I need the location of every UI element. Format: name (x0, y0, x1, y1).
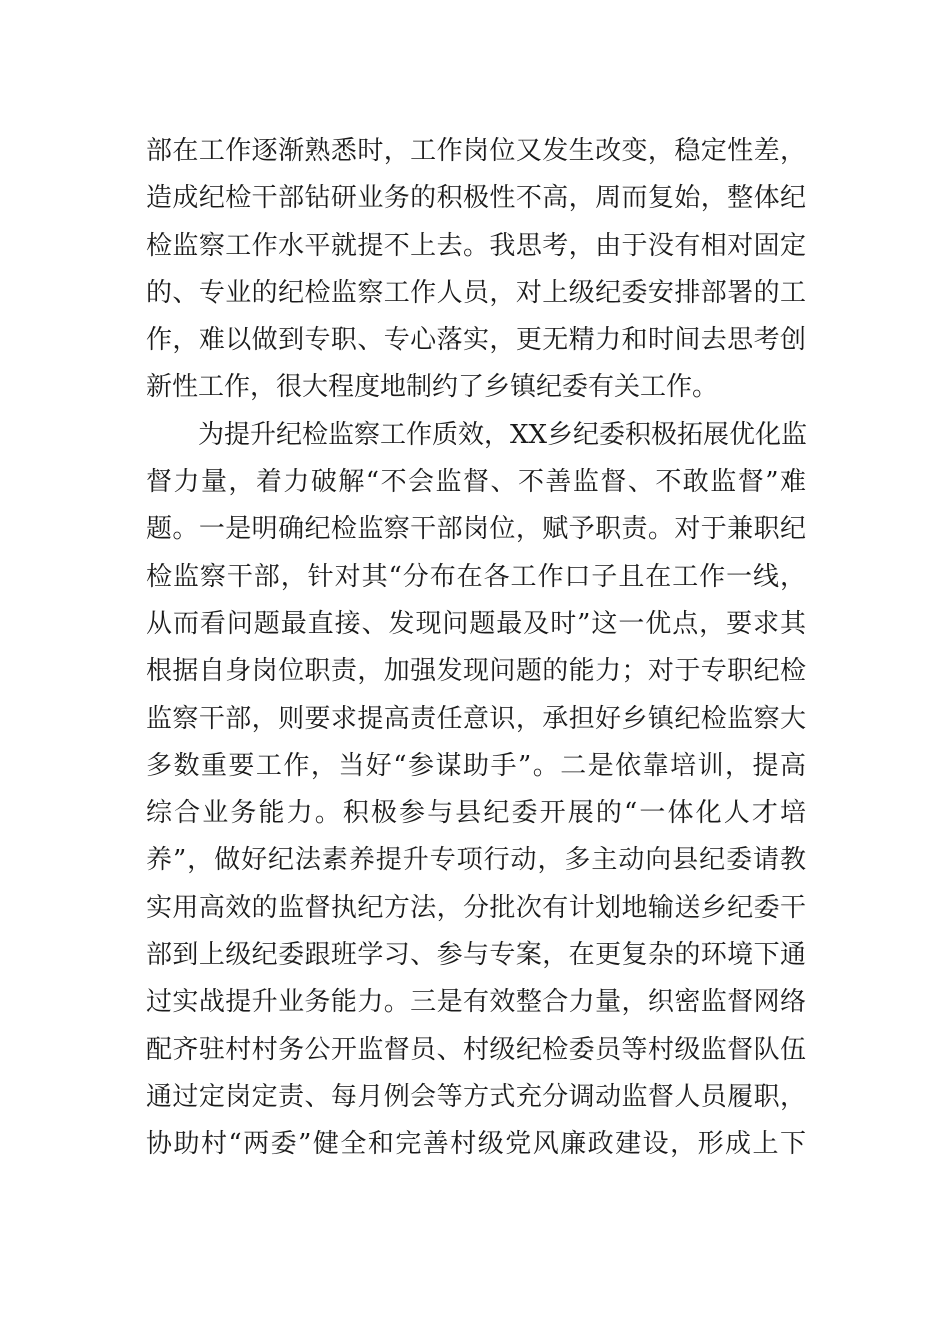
paragraph-line: 督力量，着力破解“不会监督、不善监督、不敢监督”难 (146, 467, 806, 498)
paragraph-line: 根据自身岗位职责，加强发现问题的能力；对于专职纪检 (146, 656, 806, 687)
paragraph-line: 造成纪检干部钻研业务的积极性不高，周而复始，整体纪 (146, 183, 806, 214)
paragraph-line: 过实战提升业务能力。三是有效整合力量，织密监督网络 (146, 987, 806, 1018)
paragraph-line: 新性工作，很大程度地制约了乡镇纪委有关工作。 (146, 372, 719, 403)
document-body (146, 128, 806, 1169)
paragraph-line: 题。一是明确纪检监察干部岗位，赋予职责。对于兼职纪 (146, 514, 806, 545)
paragraph-line: 的、专业的纪检监察工作人员，对上级纪委安排部署的工 (146, 277, 806, 308)
paragraph-line: 监察干部，则要求提高责任意识，承担好乡镇纪检监察大 (146, 703, 806, 734)
paragraph-line: 检监察干部，针对其“分布在各工作口子且在工作一线， (146, 561, 806, 592)
paragraph-line: 养”，做好纪法素养提升专项行动，多主动向县纪委请教 (146, 845, 806, 876)
paragraph-line: 通过定岗定责、每月例会等方式充分调动监督人员履职， (146, 1081, 806, 1112)
paragraph-line: 多数重要工作，当好“参谋助手”。二是依靠培训，提高 (146, 750, 806, 781)
paragraph-line: 协助村“两委”健全和完善村级党风廉政建设，形成上下 (146, 1129, 806, 1160)
paragraph-line: 检监察工作水平就提不上去。我思考，由于没有相对固定 (146, 230, 806, 261)
paragraph-1 (146, 128, 806, 412)
paragraph-line: 作，难以做到专职、专心落实，更无精力和时间去思考创 (146, 325, 806, 356)
paragraph-line: 综合业务能力。积极参与县纪委开展的“一体化人才培 (146, 798, 806, 829)
paragraph-line: 部在工作逐渐熟悉时，工作岗位又发生改变，稳定性差， (146, 136, 806, 166)
paragraph-line: 部到上级纪委跟班学习、参与专案，在更复杂的环境下通 (146, 940, 806, 971)
paragraph-line: 从而看问题最直接、发现问题最及时”这一优点，要求其 (146, 608, 806, 639)
paragraph-line: 为提升纪检监察工作质效，XX乡纪委积极拓展优化监 (198, 419, 808, 450)
paragraph-line: 配齐驻村村务公开监督员、村级纪检委员等村级监督队伍 (146, 1034, 806, 1065)
paragraph-2 (146, 412, 806, 1169)
paragraph-line: 实用高效的监督执纪方法，分批次有计划地输送乡纪委干 (146, 892, 806, 923)
